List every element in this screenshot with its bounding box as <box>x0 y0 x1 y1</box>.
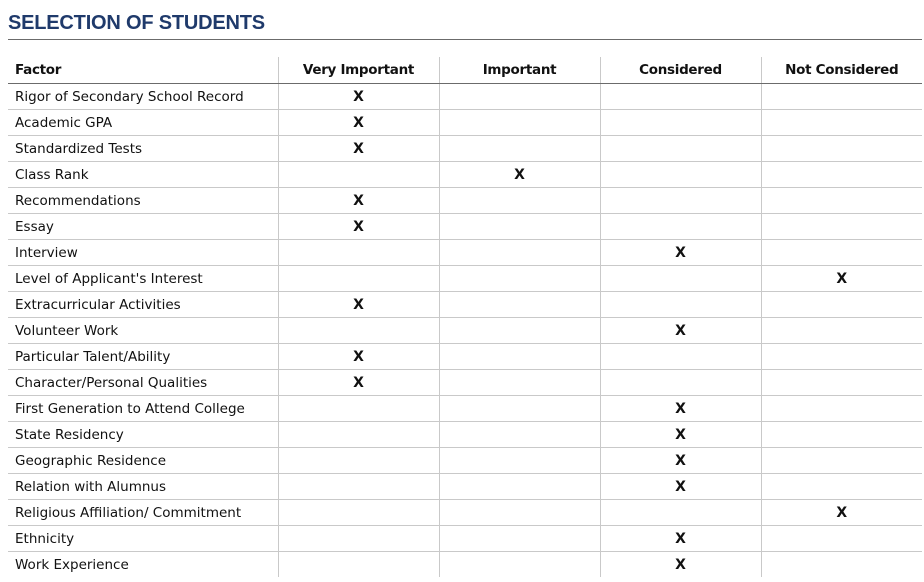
cell-considered <box>600 266 761 292</box>
cell-important <box>439 110 600 136</box>
cell-very-important <box>278 396 439 422</box>
cell-not-considered <box>761 110 922 136</box>
cell-not-considered <box>761 370 922 396</box>
table-row <box>8 318 922 344</box>
column-header-important: Important <box>439 57 600 84</box>
cell-important <box>439 214 600 240</box>
table-row <box>8 474 922 500</box>
cell-considered <box>600 344 761 370</box>
x-mark: X <box>353 140 364 157</box>
cell-considered <box>600 188 761 214</box>
factor-label: Relation with Alumnus <box>8 474 278 500</box>
factor-label: State Residency <box>8 422 278 448</box>
cell-not-considered <box>761 162 922 188</box>
factor-label: Character/Personal Qualities <box>8 370 278 396</box>
selection-factors-table <box>8 57 922 577</box>
cell-not-considered <box>761 422 922 448</box>
cell-considered <box>600 552 761 578</box>
factor-label: Class Rank <box>8 162 278 188</box>
table-row <box>8 110 922 136</box>
cell-important <box>439 292 600 318</box>
factor-label: Extracurricular Activities <box>8 292 278 318</box>
factor-label: Level of Applicant's Interest <box>8 266 278 292</box>
cell-not-considered <box>761 188 922 214</box>
column-header-not-considered: Not Considered <box>761 57 922 84</box>
table-row <box>8 344 922 370</box>
cell-not-considered <box>761 84 922 110</box>
cell-not-considered <box>761 396 922 422</box>
cell-not-considered <box>761 292 922 318</box>
factor-label: Essay <box>8 214 278 240</box>
cell-considered <box>600 84 761 110</box>
cell-not-considered <box>761 526 922 552</box>
cell-very-important <box>278 266 439 292</box>
factor-label: Standardized Tests <box>8 136 278 162</box>
factor-label: Interview <box>8 240 278 266</box>
x-mark: X <box>353 114 364 131</box>
factor-label: Academic GPA <box>8 110 278 136</box>
cell-very-important <box>278 188 439 214</box>
cell-not-considered <box>761 552 922 578</box>
cell-considered <box>600 448 761 474</box>
cell-not-considered <box>761 136 922 162</box>
table-row <box>8 292 922 318</box>
cell-very-important <box>278 370 439 396</box>
table-row <box>8 188 922 214</box>
x-mark: X <box>353 296 364 313</box>
factor-label: Recommendations <box>8 188 278 214</box>
cell-very-important <box>278 110 439 136</box>
cell-very-important <box>278 422 439 448</box>
title-divider <box>8 39 922 40</box>
table-row <box>8 396 922 422</box>
cell-considered <box>600 292 761 318</box>
x-mark: X <box>514 166 525 183</box>
cell-not-considered <box>761 240 922 266</box>
cell-considered <box>600 474 761 500</box>
cell-important <box>439 240 600 266</box>
cell-considered <box>600 370 761 396</box>
table-row <box>8 448 922 474</box>
table-row <box>8 266 922 292</box>
cell-considered <box>600 318 761 344</box>
cell-considered <box>600 526 761 552</box>
cell-not-considered <box>761 266 922 292</box>
cell-important <box>439 84 600 110</box>
x-mark: X <box>836 504 848 521</box>
cell-not-considered <box>761 318 922 344</box>
cell-important <box>439 474 600 500</box>
x-mark: X <box>353 348 364 365</box>
cell-very-important <box>278 136 439 162</box>
table-header-row <box>8 57 922 84</box>
factor-label: Religious Affiliation/ Commitment <box>8 500 278 526</box>
cell-very-important <box>278 318 439 344</box>
column-header-considered: Considered <box>600 57 761 84</box>
cell-considered <box>600 162 761 188</box>
cell-very-important <box>278 162 439 188</box>
table-row <box>8 84 922 110</box>
page-title: SELECTION OF STUDENTS <box>8 12 265 34</box>
x-mark: X <box>675 322 686 339</box>
cell-considered <box>600 136 761 162</box>
x-mark: X <box>675 556 686 573</box>
x-mark: X <box>675 530 686 547</box>
cell-considered <box>600 214 761 240</box>
column-header-very-important: Very Important <box>278 57 439 84</box>
cell-very-important <box>278 240 439 266</box>
cell-very-important <box>278 526 439 552</box>
x-mark: X <box>675 426 686 443</box>
cell-important <box>439 370 600 396</box>
table-row <box>8 526 922 552</box>
cell-not-considered <box>761 214 922 240</box>
cell-important <box>439 396 600 422</box>
table-row <box>8 240 922 266</box>
cell-considered <box>600 110 761 136</box>
cell-very-important <box>278 292 439 318</box>
table-row <box>8 422 922 448</box>
x-mark: X <box>353 88 364 105</box>
table-row <box>8 214 922 240</box>
cell-very-important <box>278 500 439 526</box>
cell-very-important <box>278 552 439 578</box>
cell-very-important <box>278 344 439 370</box>
x-mark: X <box>675 244 686 261</box>
cell-important <box>439 526 600 552</box>
factor-label: Work Experience <box>15 556 129 573</box>
cell-considered <box>600 422 761 448</box>
x-mark: X <box>353 374 364 391</box>
cell-not-considered <box>761 448 922 474</box>
x-mark: X <box>675 478 686 495</box>
cell-important <box>439 422 600 448</box>
cell-important <box>439 318 600 344</box>
cell-important <box>439 448 600 474</box>
cell-important <box>439 266 600 292</box>
cell-important <box>439 552 600 578</box>
factor-label: Geographic Residence <box>8 448 278 474</box>
column-header-factor: Factor <box>8 57 278 84</box>
cell-considered <box>600 500 761 526</box>
factor-label: First Generation to Attend College <box>8 396 278 422</box>
cell-important <box>439 162 600 188</box>
cell-important <box>439 136 600 162</box>
x-mark: X <box>675 400 686 417</box>
cell-considered <box>600 240 761 266</box>
cell-very-important <box>278 474 439 500</box>
table-row <box>8 136 922 162</box>
cell-important <box>439 188 600 214</box>
table-row <box>8 500 922 526</box>
x-mark: X <box>353 192 364 209</box>
cell-very-important <box>278 84 439 110</box>
cell-not-considered <box>761 474 922 500</box>
factor-label: Rigor of Secondary School Record <box>8 84 278 110</box>
table-row <box>8 370 922 396</box>
x-mark: X <box>353 218 364 235</box>
factor-label: Ethnicity <box>8 526 278 552</box>
cell-considered <box>600 396 761 422</box>
cell-not-considered <box>761 344 922 370</box>
table-body <box>8 84 922 578</box>
x-mark: X <box>675 452 686 469</box>
cell-very-important <box>278 448 439 474</box>
table-row <box>8 552 922 578</box>
factor-label: Particular Talent/Ability <box>8 344 278 370</box>
cell-not-considered <box>761 500 922 526</box>
factor-label: Volunteer Work <box>8 318 278 344</box>
cell-important <box>439 344 600 370</box>
table-row <box>8 162 922 188</box>
cell-very-important <box>278 214 439 240</box>
cell-important <box>439 500 600 526</box>
x-mark: X <box>836 270 848 287</box>
